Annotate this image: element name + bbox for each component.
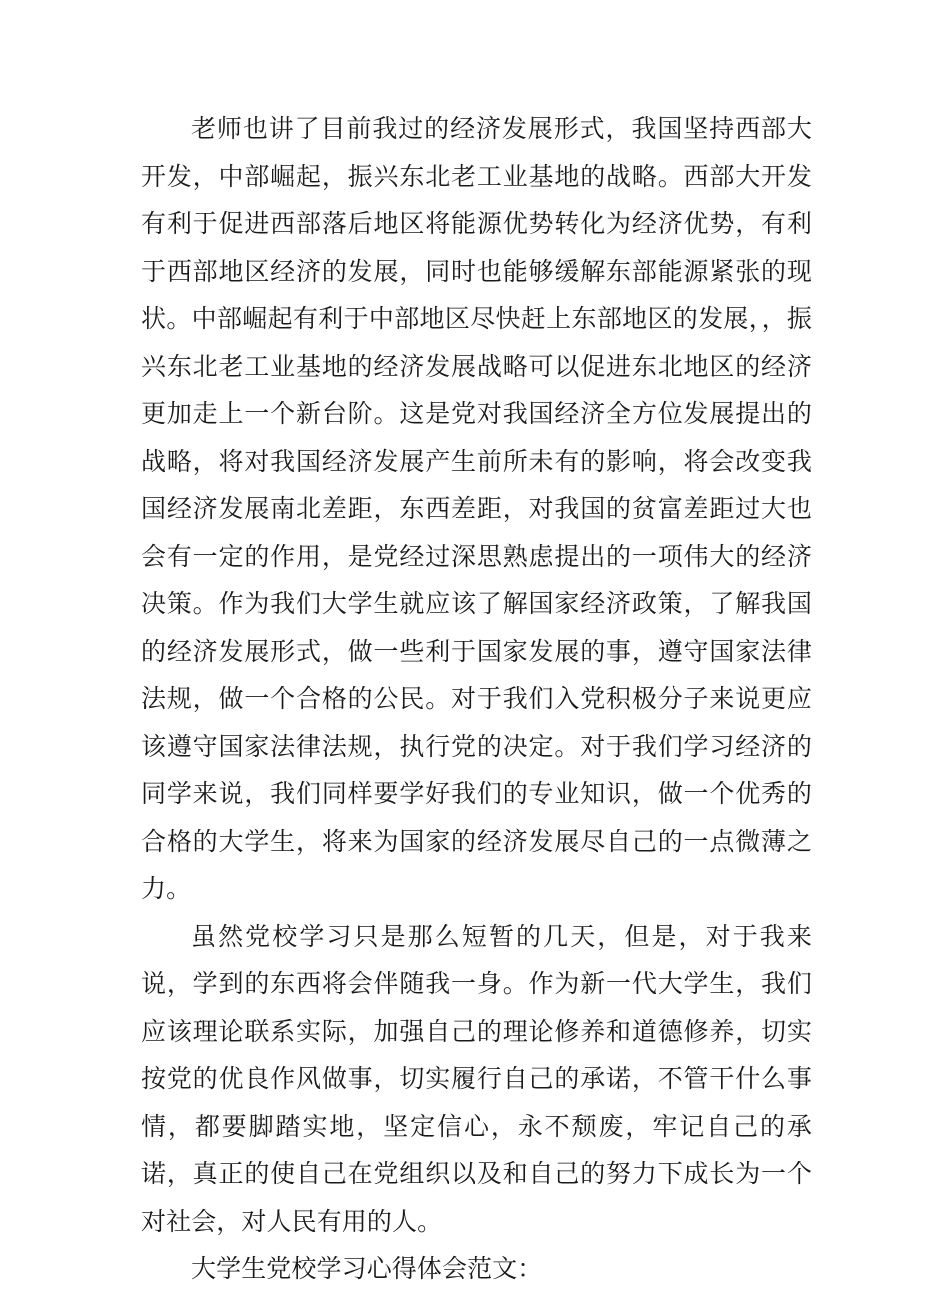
paragraph-economic-strategy: 老师也讲了目前我过的经济发展形式，我国坚持西部大开发，中部崛起，振兴东北老工业基地的战略。西部大开发有利于促进西部落后地区将能源优势转化为经济优势，有利于西部地区经济的发展，同时也能够缓解东部能源紧张的现状。中部崛起有利于中部地区尽快赶上东部地区的发展，，振兴东北老工业基地的经济发展战略可以促进东北地区的经济更加走上一个新台阶。这是党对我国经济全方位发展提出的战略，将对我国经济发展产生前所未有的影响，将会改变我国经济发展南北差距，东西差距，对我国的贫富差距过大也会有一定的作用，是党经过深思熟虑提出的一项伟大的经济决策。作为我们大学生就应该了解国家经济政策，了解我国的经济发展形式，做一些利于国家发展的事，遵守国家法律法规，做一个合格的公民。对于我们入党积极分子来说更应该遵守国家法律法规，执行党的决定。对于我们学习经济的同学来说，我们同样要学好我们的专业知识，做一个优秀的合格的大学生，将来为国家的经济发展尽自己的一点微薄之力。 (141, 114, 812, 903)
paragraph-sample-heading: 大学生党校学习心得体会范文： (191, 1254, 543, 1283)
paragraph-party-school-reflection: 虽然党校学习只是那么短暂的几天，但是，对于我来说，学到的东西将会伴随我一身。作为新一代大学生，我们应该理论联系实际，加强自己的理论修养和道德修养，切实按党的优良作风做事，切实履行自己的承诺，不管干什么事情，都要脚踏实地，坚定信心，永不颓废，牢记自己的承诺，真正的使自己在党组织以及和自己的努力下成长为一个对社会，对人民有用的人。 (141, 921, 812, 1236)
